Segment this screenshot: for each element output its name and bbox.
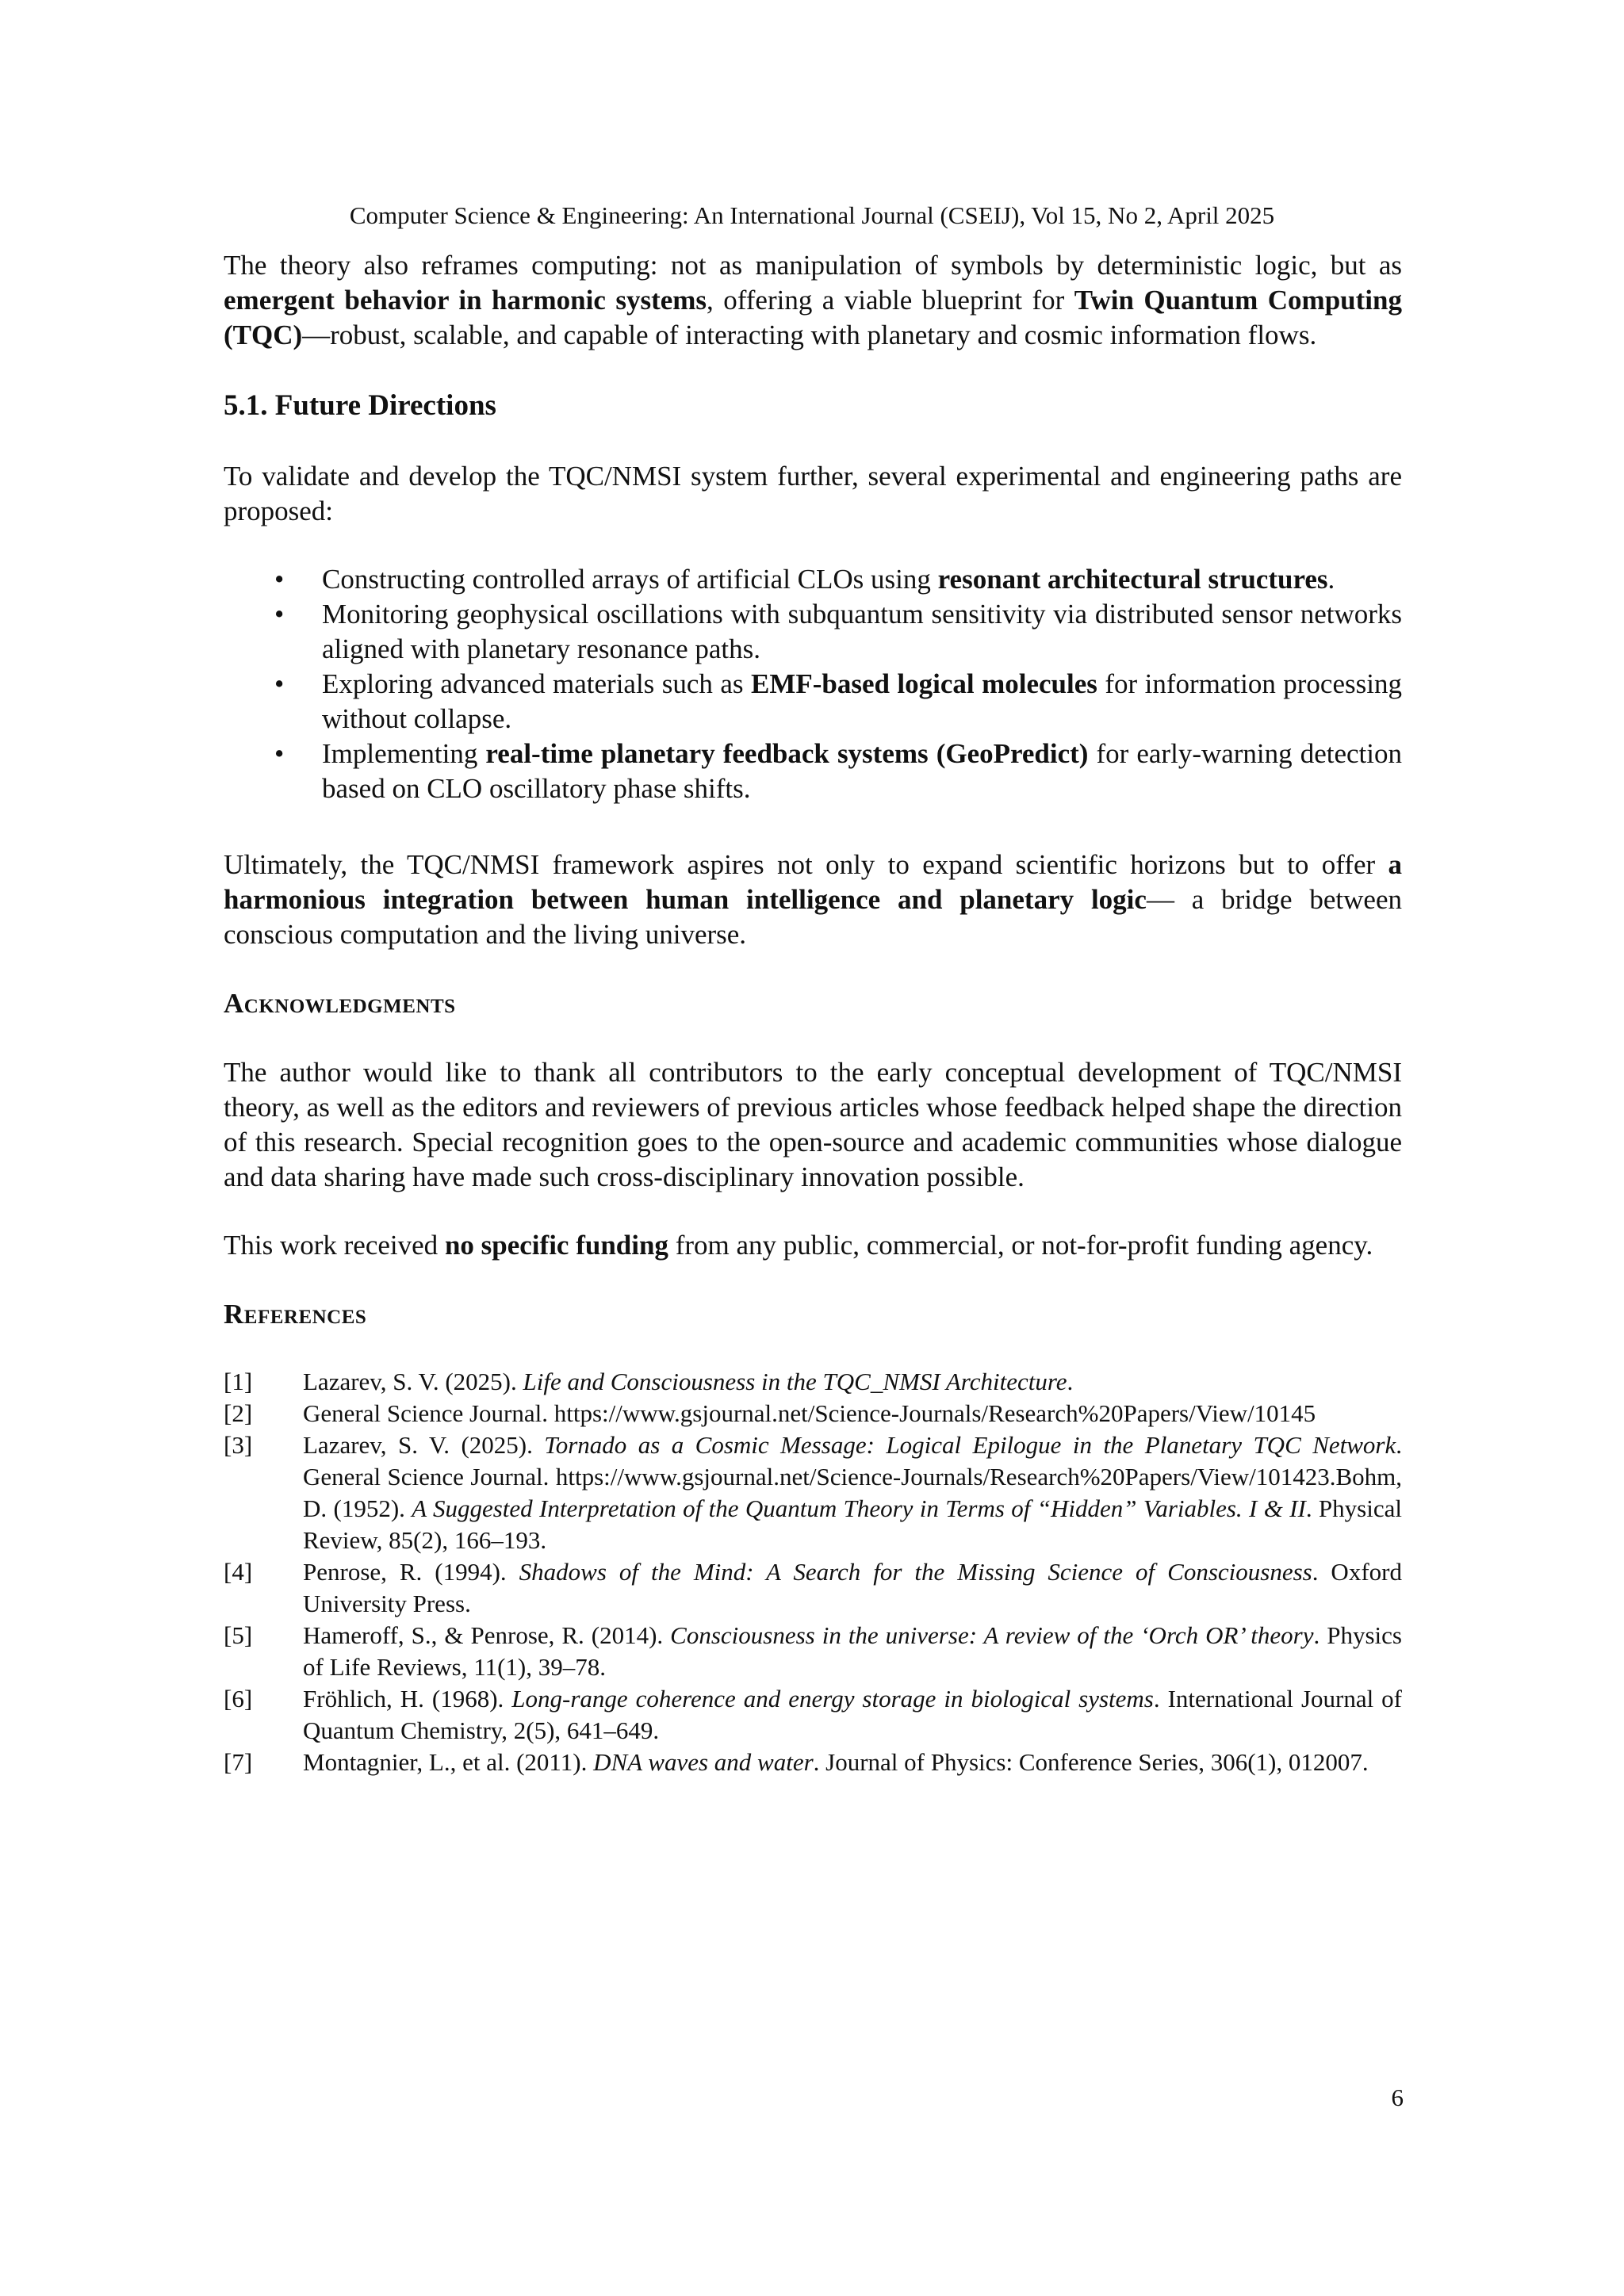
italic-title: Tornado as a Cosmic Message: Logical Epilogue in the Planetary TQC Network bbox=[544, 1431, 1396, 1459]
text-span: Ultimately, the TQC/NMSI framework aspires not only to expand scientific horizons but to offer bbox=[224, 849, 1388, 880]
future-directions-list bbox=[224, 562, 1402, 806]
closing-paragraph bbox=[224, 848, 1402, 952]
italic-title: Life and Consciousness in the TQC_NMSI Architecture bbox=[523, 1368, 1067, 1395]
acknowledgments-heading: Acknowledgments bbox=[224, 988, 456, 1019]
bullet-icon: • bbox=[274, 668, 285, 699]
section-heading-future-directions: 5.1. Future Directions bbox=[224, 389, 496, 422]
bullet-icon: • bbox=[274, 599, 285, 629]
reference-item bbox=[224, 1747, 1402, 1778]
text-span: from any public, commercial, or not-for-profit funding agency. bbox=[668, 1230, 1373, 1261]
running-header: Computer Science & Engineering: An International Journal (CSEIJ), Vol 15, No 2, April 2025 bbox=[349, 201, 1275, 229]
bold-phrase: emergent behavior in harmonic systems bbox=[224, 285, 707, 316]
text-span: . Physical Review, 85(2), 166–193. bbox=[303, 1494, 1402, 1554]
italic-title: Consciousness in the universe: A review of the ‘Orch OR’ theory bbox=[670, 1621, 1314, 1649]
text-span: . Oxford University Press. bbox=[303, 1558, 1402, 1617]
reference-item bbox=[224, 1620, 1402, 1683]
text-span: . bbox=[1327, 564, 1335, 595]
italic-title: Shadows of the Mind: A Search for the Missing Science of Consciousness bbox=[519, 1558, 1312, 1586]
reference-number: [4] bbox=[224, 1558, 253, 1586]
text-span: . Physics of Life Reviews, 11(1), 39–78. bbox=[303, 1621, 1402, 1681]
text-span: —robust, scalable, and capable of interacting with planetary and cosmic information flows. bbox=[302, 320, 1317, 350]
list-item bbox=[224, 597, 1402, 667]
text-span: . International Journal of Quantum Chemistry, 2(5), 641–649. bbox=[303, 1685, 1402, 1744]
bold-phrase: EMF-based logical molecules bbox=[750, 668, 1097, 699]
reference-item bbox=[224, 1398, 1402, 1429]
italic-title: A Suggested Interpretation of the Quantum Theory in Terms of “Hidden” Variables. I & II bbox=[412, 1494, 1306, 1522]
bold-phrase: no specific funding bbox=[444, 1230, 668, 1261]
text-span: This work received bbox=[224, 1230, 445, 1261]
list-item bbox=[224, 562, 1402, 597]
italic-title: Long-range coherence and energy storage in biological systems bbox=[511, 1685, 1154, 1712]
list-item bbox=[224, 667, 1402, 737]
text-span: Exploring advanced materials such as bbox=[322, 668, 751, 699]
page-content bbox=[224, 248, 1402, 1778]
funding-paragraph bbox=[224, 1228, 1402, 1263]
italic-title: DNA waves and water bbox=[593, 1748, 814, 1776]
text-span: Hameroff, S., & Penrose, R. (2014). bbox=[303, 1621, 671, 1649]
reference-list bbox=[224, 1366, 1402, 1778]
text-span: Penrose, R. (1994). bbox=[303, 1558, 519, 1586]
reference-number: [1] bbox=[224, 1368, 253, 1395]
reference-number: [5] bbox=[224, 1621, 253, 1649]
list-item bbox=[224, 737, 1402, 806]
text-span: Lazarev, S. V. (2025). bbox=[303, 1431, 545, 1459]
bullet-icon: • bbox=[274, 564, 285, 595]
text-span: Monitoring geophysical oscillations with subquantum sensitivity via distributed sensor networks aligned with planetary resonance paths. bbox=[322, 599, 1402, 664]
text-span: Lazarev, S. V. (2025). bbox=[303, 1368, 523, 1395]
reference-item bbox=[224, 1366, 1402, 1398]
text-span: . Journal of Physics: Conference Series, 306(1), 012007. bbox=[813, 1748, 1369, 1776]
references-heading: References bbox=[224, 1299, 367, 1330]
acknowledgments-paragraph: The author would like to thank all contributors to the early conceptual development of TQC/NMSI theory, as well as the editors and reviewers of previous articles whose feedback helped shape the direction of this research. Special recognition goes to the open-source and academic communities whose dialogue and data sharing have made such cross-disciplinary innovation possible. bbox=[224, 1057, 1402, 1192]
text-span: . bbox=[1067, 1368, 1074, 1395]
bold-phrase: a harmonious integration between human intelligence and planetary logic bbox=[224, 849, 1402, 915]
text-span: . General Science Journal. https://www.gsjournal.net/Science-Journals/Research%20Papers/View/101423.Bohm, D. (1952). bbox=[303, 1431, 1402, 1522]
reference-item bbox=[224, 1429, 1402, 1556]
text-span: Implementing bbox=[322, 738, 486, 769]
text-span: , offering a viable blueprint for bbox=[707, 285, 1074, 316]
text-span: for information processing without collapse. bbox=[322, 668, 1402, 734]
text-span: Montagnier, L., et al. (2011). bbox=[303, 1748, 594, 1776]
reference-number: [3] bbox=[224, 1431, 253, 1459]
text-span: The theory also reframes computing: not as manipulation of symbols by deterministic logic, but as bbox=[224, 250, 1402, 281]
text-span: Constructing controlled arrays of artificial CLOs using bbox=[322, 564, 938, 595]
reference-item bbox=[224, 1556, 1402, 1620]
bold-phrase: Twin Quantum Computing (TQC) bbox=[224, 285, 1402, 350]
text-span: for early-warning detection based on CLO oscillatory phase shifts. bbox=[322, 738, 1402, 804]
future-lead-paragraph: To validate and develop the TQC/NMSI system further, several experimental and engineering paths are proposed: bbox=[224, 461, 1402, 526]
reference-number: [2] bbox=[224, 1399, 253, 1427]
reference-number: [6] bbox=[224, 1685, 253, 1712]
bold-phrase: real-time planetary feedback systems (GeoPredict) bbox=[485, 738, 1089, 769]
intro-paragraph bbox=[224, 248, 1402, 353]
text-span: Fröhlich, H. (1968). bbox=[303, 1685, 512, 1712]
page-number: 6 bbox=[1391, 2084, 1404, 2111]
reference-number: [7] bbox=[224, 1748, 253, 1776]
bold-phrase: resonant architectural structures bbox=[937, 564, 1328, 595]
bullet-icon: • bbox=[274, 738, 285, 769]
text-span: General Science Journal. https://www.gsjournal.net/Science-Journals/Research%20Papers/View/10145 bbox=[303, 1399, 1316, 1427]
reference-item bbox=[224, 1683, 1402, 1747]
text-span: — a bridge between conscious computation and the living universe. bbox=[224, 884, 1402, 950]
